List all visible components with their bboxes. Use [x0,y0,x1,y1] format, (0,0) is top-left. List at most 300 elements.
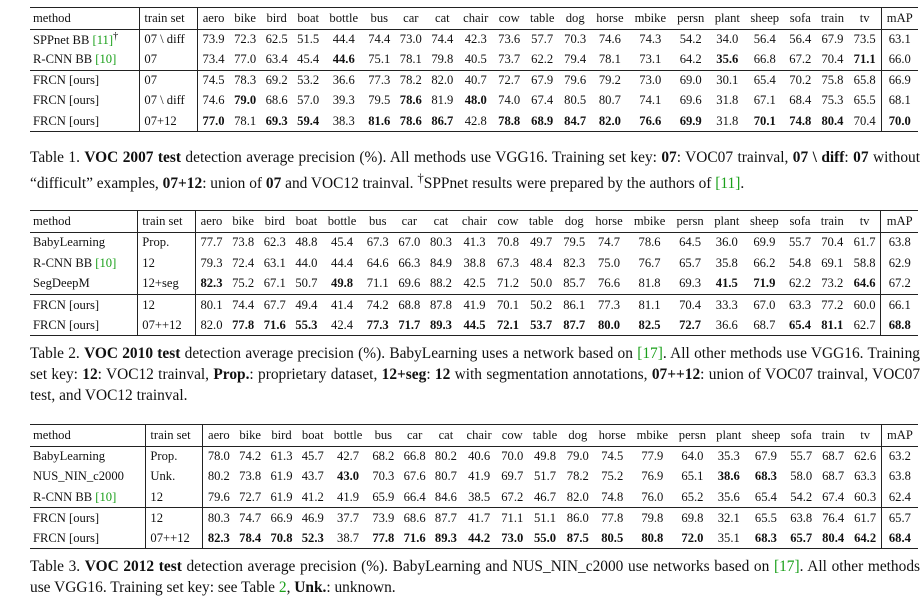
ap-value-cell: 77.7 [200,235,223,250]
ap-value-cell: 73.8 [232,235,255,250]
ap-value-cell: 81.9 [431,93,454,108]
ap-value-cell: 89.3 [430,528,461,549]
ap-value-cell: 36.6 [324,70,364,91]
ap-value-cell: 70.4 [821,235,844,250]
ap-value-cell: 77.8 [593,508,631,529]
ap-value-cell: 64.6 [366,255,389,270]
ap-value-cell: 44.6 [332,52,355,67]
column-header: persn [674,425,712,447]
ap-value-cell: 69.7 [501,469,524,484]
ap-value-cell: 82.3 [203,528,235,549]
ap-value-cell: 76.6 [629,111,672,132]
ap-value-cell: 89.3 [425,315,457,336]
column-header: train set [146,425,203,447]
ap-value-cell: 77.3 [364,70,396,91]
ap-value-cell: 38.6 [717,469,740,484]
table-row [30,528,918,549]
ap-value-cell: 72.1 [492,315,524,336]
ap-value-cell: 84.6 [434,489,457,504]
ap-value-cell: 74.6 [598,32,621,47]
ap-value-cell: 74.4 [368,32,391,47]
ap-value-cell: 71.1 [497,508,528,529]
ap-value-cell: 64.2 [679,52,702,67]
ap-value-cell: 80.5 [564,93,587,108]
ap-value-cell: 41.9 [457,294,492,315]
ap-value-cell: 31.8 [716,93,739,108]
ap-value-cell: 38.8 [463,255,486,270]
train-set-cell: 07+12 [140,111,197,132]
method-cell: R-CNN BB [10] [33,52,117,67]
ap-value-cell: 67.2 [501,489,524,504]
ap-value-cell: 32.1 [711,508,746,529]
ap-value-cell: 52.3 [297,528,328,549]
map-value-cell: 66.0 [881,50,918,71]
column-header: bottle [328,425,367,447]
column-header: dog [562,425,593,447]
ap-value-cell: 74.4 [227,294,259,315]
ap-value-cell: 80.7 [434,469,457,484]
ap-value-cell: 69.0 [672,70,710,91]
ap-value-cell: 76.6 [598,276,621,291]
column-header: cow [497,425,528,447]
ap-value-cell: 82.3 [563,255,586,270]
ap-value-cell: 49.8 [534,449,557,464]
ap-value-cell: 74.7 [235,508,266,529]
ap-value-cell: 75.8 [816,70,849,91]
ap-value-cell: 45.4 [297,52,320,67]
ap-value-cell: 44.2 [462,528,497,549]
map-value-cell: 66.9 [881,70,918,91]
column-header: bottle [322,211,362,233]
method-cell: FRCN [ours] [30,294,138,315]
train-set-cell: 07 [140,70,197,91]
column-header: plant [709,211,744,233]
ap-value-cell: 72.3 [234,32,257,47]
column-header: mAP [881,8,918,30]
citation-link[interactable]: [10] [95,52,117,67]
ap-value-cell: 57.0 [297,93,320,108]
ap-value-cell: 81.1 [816,315,849,336]
ap-value-cell: 40.7 [458,70,493,91]
ap-value-cell: 67.3 [366,235,389,250]
ap-value-cell: 63.3 [784,294,816,315]
ap-value-cell: 55.7 [790,449,813,464]
ap-value-cell: 71.1 [853,52,876,67]
ap-value-cell: 69.2 [261,70,293,91]
table-row [30,70,918,91]
ap-value-cell: 75.1 [368,52,391,67]
ap-value-cell: 63.8 [786,508,817,529]
ap-value-cell: 46.7 [534,489,557,504]
ap-value-cell: 70.1 [492,294,524,315]
ap-value-cell: 64.0 [681,449,704,464]
ap-value-cell: 68.9 [525,111,559,132]
column-header: method [30,8,140,30]
ap-value-cell: 86.1 [558,294,590,315]
ap-value-cell: 82.0 [427,70,459,91]
ap-value-cell: 62.5 [265,32,288,47]
ap-value-cell: 41.9 [468,469,491,484]
map-value-cell: 66.1 [881,294,918,315]
ap-value-cell: 61.9 [270,489,293,504]
ap-value-cell: 78.4 [235,528,266,549]
ap-value-cell: 55.3 [291,315,323,336]
ap-value-cell: 79.6 [559,70,591,91]
ap-value-cell: 36.0 [715,235,738,250]
ap-value-cell: 41.5 [715,276,738,291]
map-value-cell: 68.4 [881,528,918,549]
header-row [30,425,918,447]
ap-value-cell: 78.6 [399,93,422,108]
column-header: cow [493,8,525,30]
column-header: plant [710,8,745,30]
ap-value-cell: 87.8 [425,294,457,315]
ap-value-cell: 74.1 [639,93,662,108]
column-header: bike [229,8,261,30]
ap-value-cell: 38.5 [468,489,491,504]
ap-value-cell: 77.8 [227,315,259,336]
ap-value-cell: 81.1 [628,294,671,315]
ap-value-cell: 68.3 [754,469,777,484]
map-value-cell: 62.9 [881,253,918,274]
ap-value-cell: 53.2 [292,70,324,91]
citation-link[interactable]: [17] [773,558,800,575]
ap-value-cell: 78.1 [598,52,621,67]
ap-value-cell: 61.3 [270,449,293,464]
ap-value-cell: 73.4 [202,52,225,67]
column-header: sofa [784,211,816,233]
ap-value-cell: 82.0 [591,111,629,132]
ap-value-cell: 71.2 [496,276,520,291]
ap-value-cell: 73.1 [639,52,662,67]
ap-value-cell: 67.6 [403,469,426,484]
ap-value-cell: 78.6 [395,111,427,132]
citation-link[interactable]: [11] [715,175,741,193]
ap-value-cell: 35.8 [715,255,738,270]
train-set-cell: 12+seg [138,274,195,295]
ap-value-cell: 34.0 [716,32,739,47]
column-header: bus [362,211,394,233]
column-header: cat [430,425,461,447]
ap-value-cell: 79.2 [591,70,629,91]
table-row [30,29,918,50]
ap-value-cell: 55.0 [528,528,562,549]
column-header: cow [492,211,524,233]
ap-value-cell: 67.4 [531,93,554,108]
ap-value-cell: 68.6 [265,93,288,108]
ap-value-cell: 68.7 [745,315,785,336]
ap-value-cell: 77.3 [590,294,628,315]
ap-value-cell: 57.7 [531,32,554,47]
ap-value-cell: 40.5 [464,52,487,67]
citation-link[interactable]: [11] [92,33,114,48]
ap-value-cell: 77.0 [197,111,229,132]
ap-value-cell: 42.5 [463,276,486,291]
ap-value-cell: 58.0 [790,469,813,484]
ap-value-cell: 68.2 [372,449,395,464]
ap-value-cell: 69.9 [753,235,776,250]
ap-value-cell: 79.0 [566,449,589,464]
table-row [30,91,918,112]
ap-value-cell: 69.3 [679,276,702,291]
ap-value-cell: 80.1 [195,294,227,315]
ap-value-cell: 75.2 [232,276,255,291]
ap-value-cell: 44.4 [331,255,354,270]
column-header: tv [849,211,881,233]
map-value-cell: 63.2 [881,446,918,467]
citation-link[interactable]: [17] [637,345,663,362]
ap-value-cell: 81.6 [364,111,396,132]
ap-value-cell: 72.7 [239,489,262,504]
ap-value-cell: 70.3 [372,469,395,484]
table-row [30,315,918,336]
ap-value-cell: 73.2 [821,276,844,291]
ap-value-cell: 33.3 [709,294,744,315]
ap-value-cell: 78.1 [399,52,422,67]
ap-value-cell: 49.7 [530,235,553,250]
map-value-cell: 68.1 [881,91,918,112]
ap-value-cell: 69.1 [821,255,844,270]
train-set-cell: 12 [138,294,195,315]
ap-value-cell: 31.8 [710,111,745,132]
map-value-cell: 63.8 [881,467,918,488]
citation-link[interactable]: [10] [95,255,117,270]
ap-value-cell: 77.3 [362,315,394,336]
column-header: boat [297,425,328,447]
table-row [30,274,918,295]
map-value-cell: 70.0 [881,111,918,132]
ap-value-cell: 65.8 [849,70,881,91]
column-header: aero [195,211,227,233]
ap-value-cell: 65.2 [681,489,704,504]
column-header: aero [197,8,229,30]
ap-value-cell: 74.8 [785,111,817,132]
header-row [30,8,918,30]
ap-value-cell: 73.5 [853,32,876,47]
ap-value-cell: 65.1 [681,469,704,484]
ap-value-cell: 82.3 [200,276,223,291]
ap-value-cell: 66.9 [266,508,297,529]
column-header: chair [458,8,493,30]
ap-value-cell: 37.7 [328,508,367,529]
ap-value-cell: 79.5 [563,235,586,250]
ap-value-cell: 41.3 [463,235,486,250]
ap-value-cell: 66.8 [753,52,776,67]
column-header: chair [457,211,492,233]
ap-value-cell: 42.3 [464,32,487,47]
ap-value-cell: 65.5 [746,508,785,529]
column-header: sofa [785,8,817,30]
ap-value-cell: 65.5 [853,93,876,108]
ap-value-cell: 71.1 [366,276,389,291]
column-header: car [399,425,430,447]
ap-value-cell: 68.3 [746,528,785,549]
method-cell: FRCN [ours] [30,528,146,549]
ap-value-cell: 68.4 [789,93,812,108]
ap-value-cell: 79.0 [234,93,257,108]
ap-value-cell: 41.2 [301,489,324,504]
ap-value-cell: 76.9 [641,469,664,484]
map-value-cell: 68.8 [881,315,918,336]
ap-value-cell: 62.6 [854,449,877,464]
column-header: dog [559,8,591,30]
table-1-caption: Table 1. VOC 2007 test detection average precision (%). All methods use VGG16. Training set key: 07: VOC07 trainval, 07 \ diff: 07 without “difficult” examples, 07+12: union of 07 and VOC12 trainval. †SPPnet results were prepared by the authors of [11]. [30,149,920,193]
ap-value-cell: 51.7 [534,469,557,484]
ap-value-cell: 67.9 [525,70,559,91]
column-header: boat [292,8,324,30]
ap-value-cell: 71.6 [399,528,430,549]
column-header: sheep [746,425,785,447]
ap-value-cell: 80.5 [593,528,631,549]
ap-value-cell: 76.4 [817,508,850,529]
ap-value-cell: 63.3 [854,469,877,484]
ap-value-cell: 65.4 [754,489,777,504]
column-header: bird [259,211,291,233]
ap-value-cell: 44.5 [457,315,492,336]
ap-value-cell: 35.3 [717,449,740,464]
ap-value-cell: 69.6 [679,93,702,108]
column-header: train [816,211,849,233]
ap-value-cell: 42.7 [337,449,360,464]
ap-value-cell: 70.1 [745,111,785,132]
ap-value-cell: 72.4 [232,255,255,270]
ap-value-cell: 58.8 [853,255,876,270]
map-value-cell: 63.8 [881,232,918,253]
ap-value-cell: 66.8 [403,449,426,464]
column-header: sheep [745,211,785,233]
ap-value-cell: 67.7 [259,294,291,315]
ap-value-cell: 73.9 [368,508,399,529]
ap-value-cell: 69.6 [398,276,421,291]
column-header: table [525,8,559,30]
column-header: horse [593,425,631,447]
table-row [30,487,918,508]
column-header: mbike [631,425,674,447]
ap-value-cell: 79.5 [368,93,391,108]
map-value-cell: 62.4 [881,487,918,508]
column-header: bird [261,8,293,30]
ap-value-cell: 74.2 [239,449,262,464]
ap-value-cell: 80.8 [631,528,674,549]
ap-value-cell: 70.0 [501,449,524,464]
ap-value-cell: 73.0 [399,32,422,47]
ap-value-cell: 80.7 [598,93,621,108]
ap-value-cell: 74.7 [598,235,621,250]
ap-value-cell: 38.7 [328,528,367,549]
ap-value-cell: 74.4 [431,32,454,47]
ap-value-cell: 80.3 [203,508,235,529]
ap-value-cell: 74.6 [202,93,225,108]
ap-value-cell: 80.0 [590,315,628,336]
ap-value-cell: 55.7 [788,235,812,250]
column-header: mbike [629,8,672,30]
ap-value-cell: 67.4 [822,489,845,504]
ap-value-cell: 61.9 [270,469,293,484]
ap-value-cell: 51.1 [528,508,562,529]
ap-value-cell: 62.7 [849,315,881,336]
header-row [30,211,918,233]
ap-value-cell: 54.2 [679,32,702,47]
column-header: car [395,8,427,30]
column-header: bike [235,425,266,447]
ap-value-cell: 77.2 [816,294,849,315]
column-header: chair [462,425,497,447]
column-header: persn [672,8,710,30]
ap-value-cell: 59.4 [292,111,324,132]
table-2-caption: Table 2. VOC 2010 test detection average precision (%). BabyLearning uses a network based on [17]. All other methods use VGG16. Training set key: 12: VOC12 trainval, Prop.: proprietary dataset, 12+seg: 12 with segmentation annotations, 07++12: union of VOC07 trainval, VOC07 test, and VOC12 trainval. [30,345,921,404]
ap-value-cell: 76.7 [638,255,661,270]
ap-value-cell: 43.0 [337,469,360,484]
ap-value-cell: 64.2 [849,528,881,549]
citation-link[interactable]: [10] [95,489,117,504]
ap-value-cell: 84.7 [559,111,591,132]
train-set-cell: 07 \ diff [140,29,197,50]
ap-value-cell: 71.7 [394,315,426,336]
ap-value-cell: 77.8 [368,528,399,549]
ap-value-cell: 76.0 [641,489,664,504]
ap-value-cell: 86.0 [562,508,593,529]
ap-value-cell: 70.3 [564,32,587,47]
ap-value-cell: 48.4 [530,255,553,270]
map-value-cell: 63.1 [881,29,918,50]
ap-value-cell: 67.2 [789,52,812,67]
table-3-caption: Table 3. VOC 2012 test detection average precision (%). BabyLearning and NUS_NIN_c2000 use networks based on [17]. All other methods use VGG16. Training set key: see Table 2, Unk.: unknown. [30,558,921,596]
ap-value-cell: 79.8 [631,508,674,529]
ap-value-cell: 41.7 [462,508,497,529]
ap-value-cell: 78.3 [229,70,261,91]
ap-value-cell: 88.2 [429,276,452,291]
ap-value-cell: 53.7 [524,315,559,336]
ap-value-cell: 67.1 [753,93,776,108]
ap-value-cell: 66.2 [753,255,776,270]
ap-value-cell: 45.7 [301,449,324,464]
train-set-cell: Unk. [146,467,203,488]
voc2012-results-table [30,424,918,549]
ap-value-cell: 67.0 [745,294,785,315]
ap-value-cell: 75.3 [821,93,844,108]
table-reference-link[interactable]: 2 [278,579,287,596]
ap-value-cell: 73.0 [629,70,672,91]
train-set-cell: 12 [146,487,203,508]
column-header: train set [140,8,197,30]
ap-value-cell: 74.8 [601,489,624,504]
table-row [30,294,918,315]
ap-value-cell: 68.6 [399,508,430,529]
column-header: horse [590,211,628,233]
ap-value-cell: 40.6 [468,449,491,464]
ap-value-cell: 41.9 [337,489,360,504]
ap-value-cell: 78.2 [566,469,589,484]
ap-value-cell: 44.4 [332,32,355,47]
train-set-cell: Prop. [146,446,203,467]
train-set-cell: 07++12 [138,315,195,336]
ap-value-cell: 62.3 [263,235,286,250]
ap-value-cell: 48.0 [464,93,487,108]
column-header: bus [368,425,399,447]
ap-value-cell: 79.8 [431,52,454,67]
ap-value-cell: 73.0 [497,528,528,549]
ap-value-cell: 86.7 [427,111,459,132]
ap-value-cell: 80.4 [817,528,850,549]
train-set-cell: 07 [140,50,197,71]
ap-value-cell: 70.8 [266,528,297,549]
ap-value-cell: 73.7 [498,52,521,67]
ap-value-cell: 78.6 [638,235,661,250]
ap-value-cell: 71.9 [753,276,776,291]
method-cell: FRCN [ours] [30,315,138,336]
train-set-cell: 07 \ diff [140,91,197,112]
map-value-cell: 67.2 [881,274,918,295]
